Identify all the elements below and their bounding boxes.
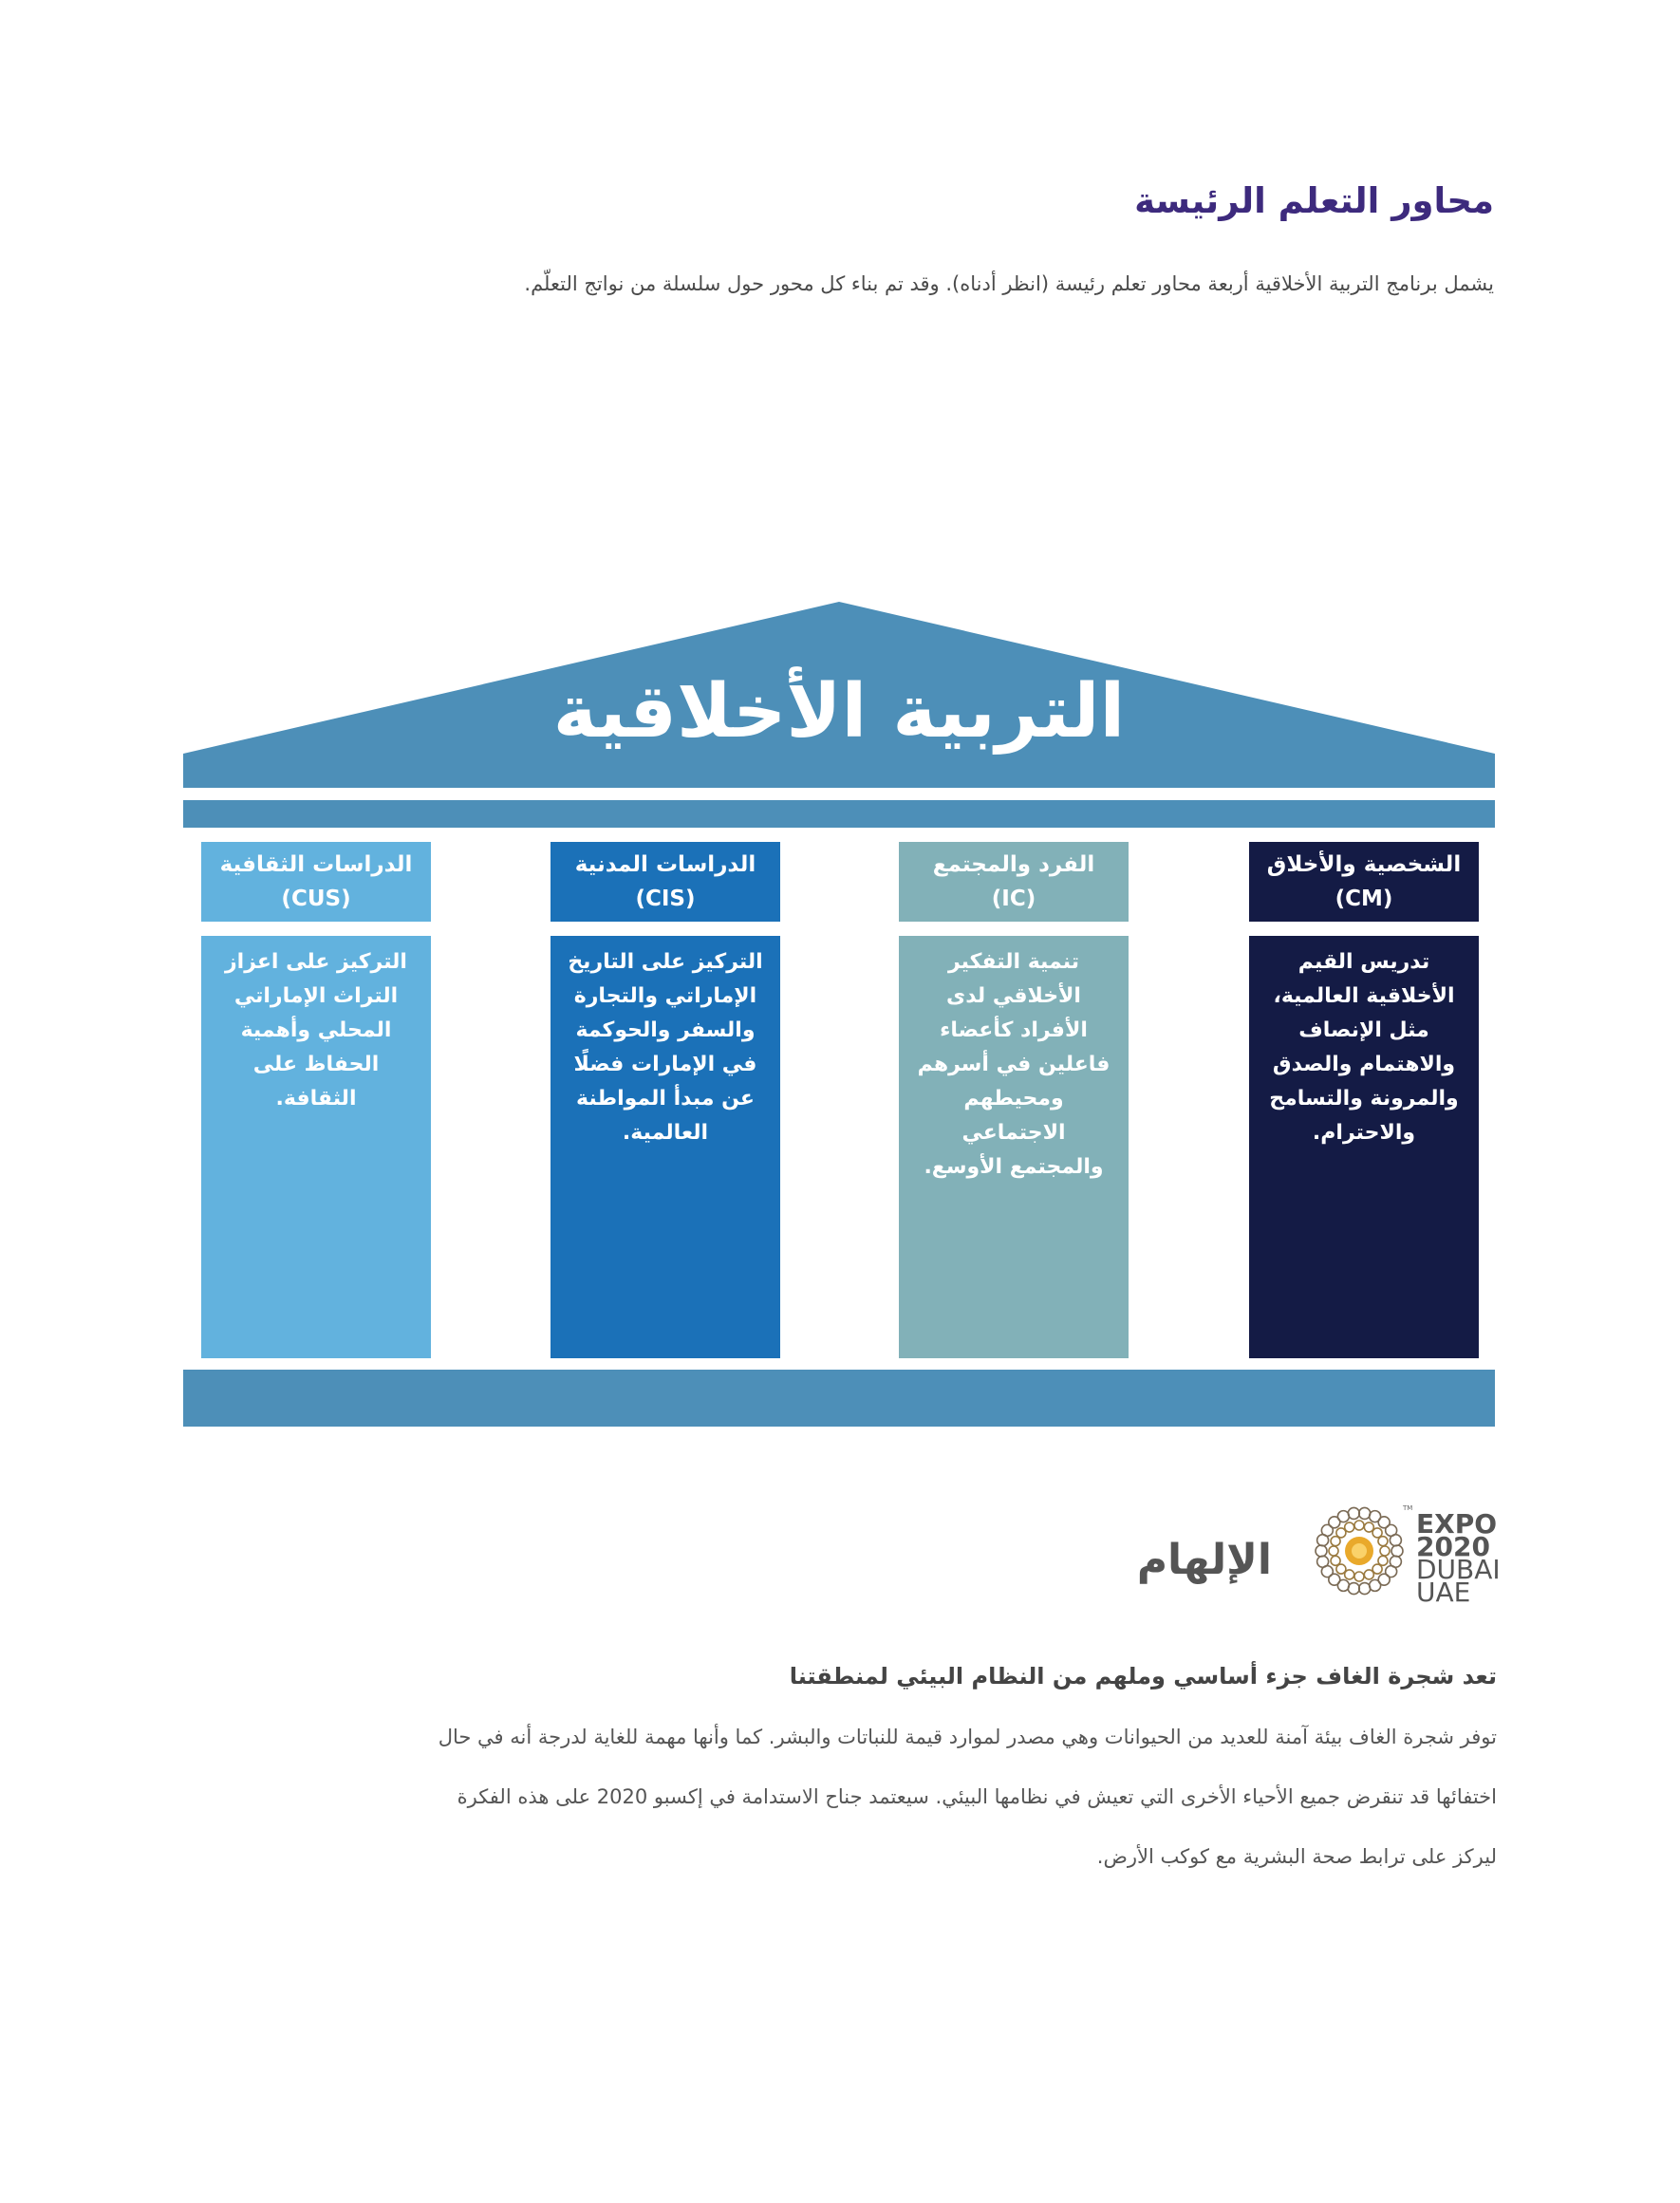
section-heading: تعد شجرة الغاف جزء أساسي وملهم من النظام البيئي لمنطقتنا (789, 1663, 1497, 1690)
temple-beam (183, 800, 1495, 828)
pillar-line: الثقافة. (275, 1087, 357, 1111)
pillar-line: ومحيطهم (963, 1087, 1064, 1111)
pillar-line: والمجتمع الأوسع. (924, 1155, 1104, 1179)
pillar-ic-head (899, 842, 1129, 922)
pillar-cis-head (551, 842, 780, 922)
expo-line-3: DUBAI (1416, 1554, 1501, 1585)
pillar-line: الاجتماعي (961, 1121, 1066, 1145)
pillar-ic-body (899, 936, 1129, 1358)
pillar-line: التراث الإماراتي (233, 984, 399, 1008)
pillar-cis-title: الدراسات المدنية (574, 852, 756, 877)
pillar-line: التركيز على اعزاز (225, 950, 407, 974)
pillar-cus-code: (CUS) (281, 887, 351, 911)
pillar-line: الإماراتي والتجارة (573, 984, 757, 1008)
pillar-cus-head (201, 842, 431, 922)
roof-title: التربية الأخلاقية (552, 669, 1126, 755)
pillar-line: تنمية التفكير (947, 950, 1080, 974)
expo-line-4: UAE (1416, 1577, 1471, 1608)
pillar-line: والاهتمام والصدق (1272, 1053, 1456, 1076)
pillar-cis-code: (CIS) (635, 887, 696, 911)
ilham-label: الإلهام (1136, 1536, 1272, 1584)
paragraph-line: ليركز على ترابط صحة البشرية مع كوكب الأرض. (1096, 1845, 1497, 1868)
expo-2020-logo-icon (1312, 1503, 1407, 1598)
pillar-line: الأفراد كأعضاء (940, 1018, 1088, 1042)
pillar-line: فاعلين في أسرهم (917, 1053, 1111, 1076)
pillar-cis-body (551, 936, 780, 1358)
expo-line-2: 2020 (1416, 1531, 1490, 1562)
pillar-line: العالمية. (622, 1121, 709, 1145)
pillar-line: الحفاظ على (252, 1053, 380, 1076)
pillar-line: الأخلاقية العالمية، (1273, 984, 1455, 1008)
pillar-line: تدريس القيم (1297, 950, 1430, 974)
pillar-cm-code: (CM) (1335, 887, 1393, 911)
pillar-line: المحلي وأهمية (240, 1018, 392, 1042)
pillar-line: الأخلاقي لدى (946, 984, 1081, 1008)
intro-text: يشمل برنامج التربية الأخلاقية أربعة محاور تعلم رئيسة (انظر أدناه). وقد تم بناء كل محور حول سلسلة من نواتج التعلّم. (524, 272, 1494, 295)
paragraph-line: اختفائها قد تنقرض جميع الأحياء الأخرى التي تعيش في نظامها البيئي. سيعتمد جناح الاستدامة في إكسبو 2020 على هذه الفكرة (457, 1785, 1497, 1808)
pillar-cus-title: الدراسات الثقافية (219, 852, 413, 877)
pillar-line: والسفر والحوكمة (575, 1018, 756, 1042)
trademark-mark: TM (1403, 1504, 1413, 1512)
pillar-line: في الإمارات فضلًا (573, 1053, 757, 1076)
pillar-line: مثل الإنصاف (1298, 1018, 1429, 1042)
pillar-line: والاحترام. (1312, 1121, 1416, 1145)
pillar-cus-body (201, 936, 431, 1358)
pillar-ic-code: (IC) (991, 887, 1036, 911)
pillar-line: التركيز على التاريخ (568, 950, 763, 974)
page-title: محاور التعلم الرئيسة (1134, 180, 1494, 221)
expo-line-1: EXPO (1416, 1508, 1498, 1540)
pillar-cm-head (1249, 842, 1479, 922)
temple-base (183, 1370, 1495, 1427)
pillar-ic-title: الفرد والمجتمع (932, 852, 1095, 877)
pillar-cm-title: الشخصية والأخلاق (1266, 852, 1462, 877)
pillar-line: والمرونة والتسامح (1269, 1087, 1459, 1111)
paragraph-line: توفر شجرة الغاف بيئة آمنة للعديد من الحيوانات وهي مصدر لموارد قيمة للنباتات والبشر. كما وأنها مهمة للغاية لدرجة أنه في حال (438, 1726, 1497, 1748)
pillar-line: عن مبدأ المواطنة (576, 1087, 755, 1111)
expo-wordmark (1416, 1508, 1521, 1608)
pillar-cm-body (1249, 936, 1479, 1358)
